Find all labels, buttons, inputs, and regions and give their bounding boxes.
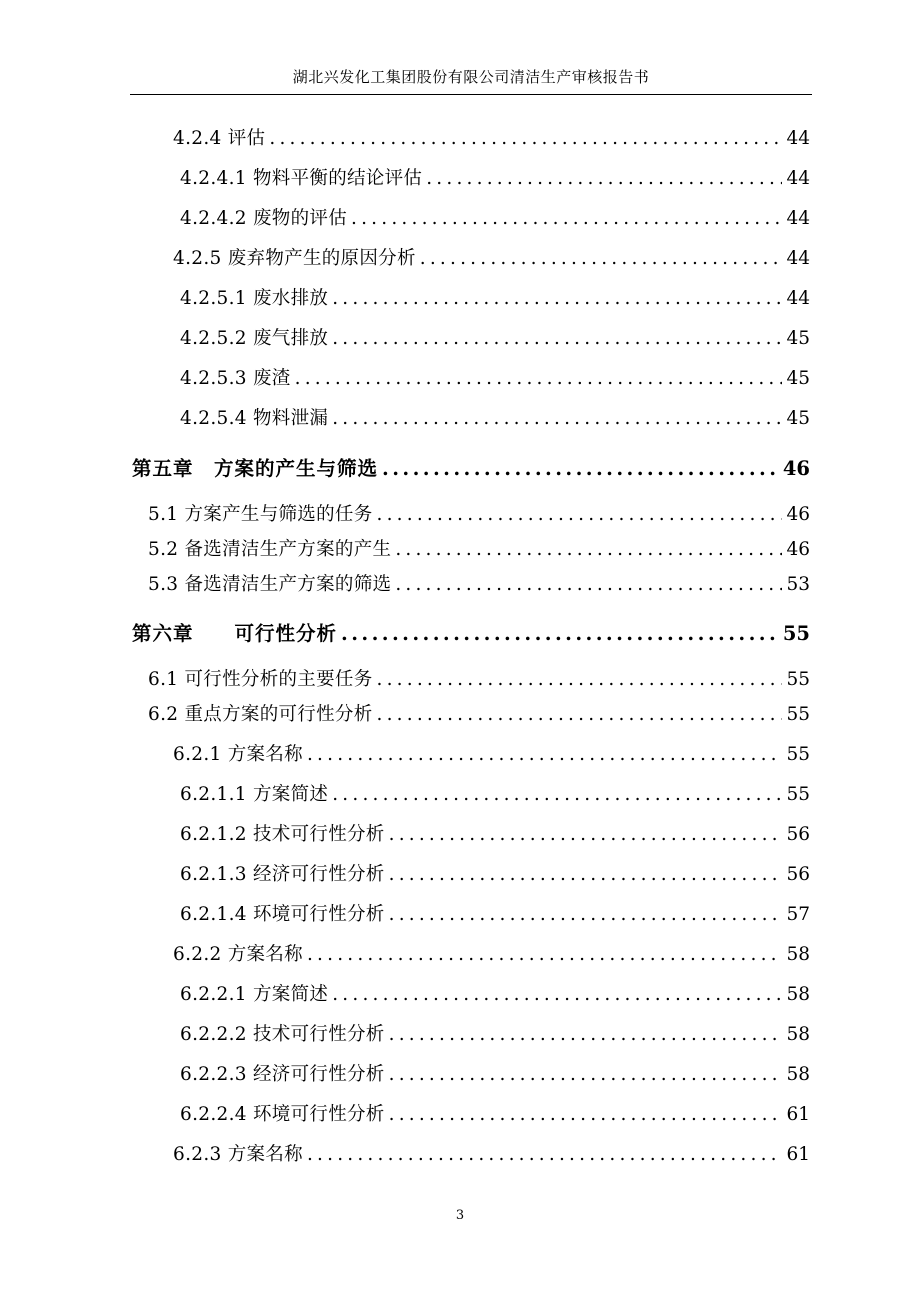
toc-entry-page: 58 xyxy=(786,1064,810,1085)
toc-entry-title: 4.2.4 评估 xyxy=(173,128,266,149)
toc-entry-title: 6.2.3 方案名称 xyxy=(173,1144,303,1165)
toc-entry-page: 44 xyxy=(786,208,810,229)
toc-entry-title: 5.1 方案产生与筛选的任务 xyxy=(148,504,373,525)
toc-entry-page: 58 xyxy=(786,984,810,1005)
toc-leader-dots xyxy=(332,406,782,432)
toc-entry-title: 6.2.1 方案名称 xyxy=(173,744,303,765)
toc-entry-6-2-2-3[interactable] xyxy=(180,1058,810,1088)
toc-entry-page: 58 xyxy=(786,944,810,965)
toc-chapter-6[interactable] xyxy=(132,617,810,647)
toc-entry-5-3[interactable] xyxy=(148,568,810,598)
toc-leader-dots xyxy=(332,326,782,352)
toc-chapter-5[interactable] xyxy=(132,452,810,482)
toc-leader-dots xyxy=(377,502,783,528)
toc-leader-dots xyxy=(269,126,782,152)
toc-leader-dots xyxy=(420,246,783,272)
toc-entry-5-1[interactable] xyxy=(148,498,810,528)
toc-entry-4-2-5-3[interactable] xyxy=(180,362,810,392)
running-header: 湖北兴发化工集团股份有限公司清洁生产审核报告书 xyxy=(292,68,650,86)
toc-entry-6-2-2[interactable] xyxy=(173,938,810,968)
toc-leader-dots xyxy=(377,667,783,693)
toc-leader-dots xyxy=(332,286,782,312)
toc-entry-4-2-5-1[interactable] xyxy=(180,282,810,312)
toc-leader-dots xyxy=(389,902,783,928)
toc-entry-4-2-5-2[interactable] xyxy=(180,322,810,352)
toc-entry-title: 4.2.5.3 废渣 xyxy=(180,368,291,389)
toc-entry-page: 58 xyxy=(786,1024,810,1045)
toc-entry-page: 44 xyxy=(786,128,810,149)
toc-leader-dots xyxy=(341,621,779,647)
toc-leader-dots xyxy=(395,537,782,563)
toc-entry-6-2[interactable] xyxy=(148,698,810,728)
toc-entry-title: 4.2.4.2 废物的评估 xyxy=(180,208,348,229)
toc-entry-title: 6.2.2.3 经济可行性分析 xyxy=(180,1064,385,1085)
toc-entry-6-1[interactable] xyxy=(148,663,810,693)
toc-entry-page: 46 xyxy=(782,457,810,480)
toc-entry-title: 6.2.1.3 经济可行性分析 xyxy=(180,864,385,885)
toc-entry-6-2-2-2[interactable] xyxy=(180,1018,810,1048)
toc-entry-page: 61 xyxy=(786,1104,810,1125)
toc-entry-title: 6.2.1.2 技术可行性分析 xyxy=(180,824,385,845)
toc-entry-title: 6.2.1.4 环境可行性分析 xyxy=(180,904,385,925)
toc-entry-4-2-5[interactable] xyxy=(173,242,810,272)
page-number: 3 xyxy=(455,1208,465,1223)
toc-entry-title: 6.2.2.1 方案简述 xyxy=(180,984,329,1005)
toc-leader-dots xyxy=(389,1102,783,1128)
toc-entry-page: 55 xyxy=(782,622,810,645)
toc-entry-6-2-1-2[interactable] xyxy=(180,818,810,848)
toc-entry-page: 57 xyxy=(786,904,810,925)
toc-entry-title: 5.3 备选清洁生产方案的筛选 xyxy=(148,574,392,595)
toc-entry-page: 45 xyxy=(786,328,810,349)
toc-entry-page: 46 xyxy=(786,539,810,560)
toc-entry-title: 6.2.1.1 方案简述 xyxy=(180,784,329,805)
toc-entry-page: 44 xyxy=(786,168,810,189)
toc-entry-page: 56 xyxy=(786,864,810,885)
toc-entry-title: 4.2.5.4 物料泄漏 xyxy=(180,408,329,429)
toc-leader-dots xyxy=(395,572,782,598)
toc-entry-6-2-2-4[interactable] xyxy=(180,1098,810,1128)
toc-entry-title: 4.2.5.2 废气排放 xyxy=(180,328,329,349)
toc-entry-page: 46 xyxy=(786,504,810,525)
toc-leader-dots xyxy=(332,982,782,1008)
toc-leader-dots xyxy=(295,366,783,392)
toc-entry-title: 6.2.2 方案名称 xyxy=(173,944,303,965)
toc-entry-page: 55 xyxy=(786,744,810,765)
toc-entry-title: 5.2 备选清洁生产方案的产生 xyxy=(148,539,392,560)
toc-entry-6-2-2-1[interactable] xyxy=(180,978,810,1008)
toc-entry-4-2-4-1[interactable] xyxy=(180,162,810,192)
toc-entry-page: 53 xyxy=(786,574,810,595)
toc-entry-page: 61 xyxy=(786,1144,810,1165)
toc-leader-dots xyxy=(307,1142,783,1168)
toc-entry-page: 45 xyxy=(786,408,810,429)
toc-entry-page: 55 xyxy=(786,669,810,690)
toc-entry-6-2-1-1[interactable] xyxy=(180,778,810,808)
toc-entry-title: 4.2.4.1 物料平衡的结论评估 xyxy=(180,168,423,189)
toc-entry-title: 4.2.5 废弃物产生的原因分析 xyxy=(173,248,416,269)
toc-entry-4-2-5-4[interactable] xyxy=(180,402,810,432)
toc-entry-6-2-3[interactable] xyxy=(173,1138,810,1168)
toc-entry-title: 6.2.2.4 环境可行性分析 xyxy=(180,1104,385,1125)
toc-leader-dots xyxy=(389,1022,783,1048)
toc-entry-title: 4.2.5.1 废水排放 xyxy=(180,288,329,309)
toc-entry-page: 56 xyxy=(786,824,810,845)
toc-entry-title: 6.1 可行性分析的主要任务 xyxy=(148,669,373,690)
toc-leader-dots xyxy=(382,456,779,482)
toc-chapter-title: 第五章 方案的产生与筛选 xyxy=(132,457,379,480)
toc-entry-page: 44 xyxy=(786,248,810,269)
toc-leader-dots xyxy=(332,782,782,808)
toc-entry-page: 55 xyxy=(786,784,810,805)
toc-leader-dots xyxy=(426,166,782,192)
toc-leader-dots xyxy=(307,742,783,768)
toc-entry-title: 6.2.2.2 技术可行性分析 xyxy=(180,1024,385,1045)
toc-entry-page: 55 xyxy=(786,704,810,725)
toc-entry-6-2-1-3[interactable] xyxy=(180,858,810,888)
toc-entry-6-2-1-4[interactable] xyxy=(180,898,810,928)
toc-leader-dots xyxy=(377,702,783,728)
toc-leader-dots xyxy=(307,942,783,968)
toc-entry-page: 45 xyxy=(786,368,810,389)
toc-leader-dots xyxy=(351,206,782,232)
toc-entry-5-2[interactable] xyxy=(148,533,810,563)
toc-entry-title: 6.2 重点方案的可行性分析 xyxy=(148,704,373,725)
toc-leader-dots xyxy=(389,822,783,848)
toc-entry-6-2-1[interactable] xyxy=(173,738,810,768)
toc-entry-4-2-4-2[interactable] xyxy=(180,202,810,232)
toc-entry-page: 44 xyxy=(786,288,810,309)
toc-entry-4-2-4[interactable] xyxy=(173,122,810,152)
toc-leader-dots xyxy=(389,862,783,888)
toc-chapter-title: 第六章 可行性分析 xyxy=(132,622,338,645)
toc-leader-dots xyxy=(389,1062,783,1088)
